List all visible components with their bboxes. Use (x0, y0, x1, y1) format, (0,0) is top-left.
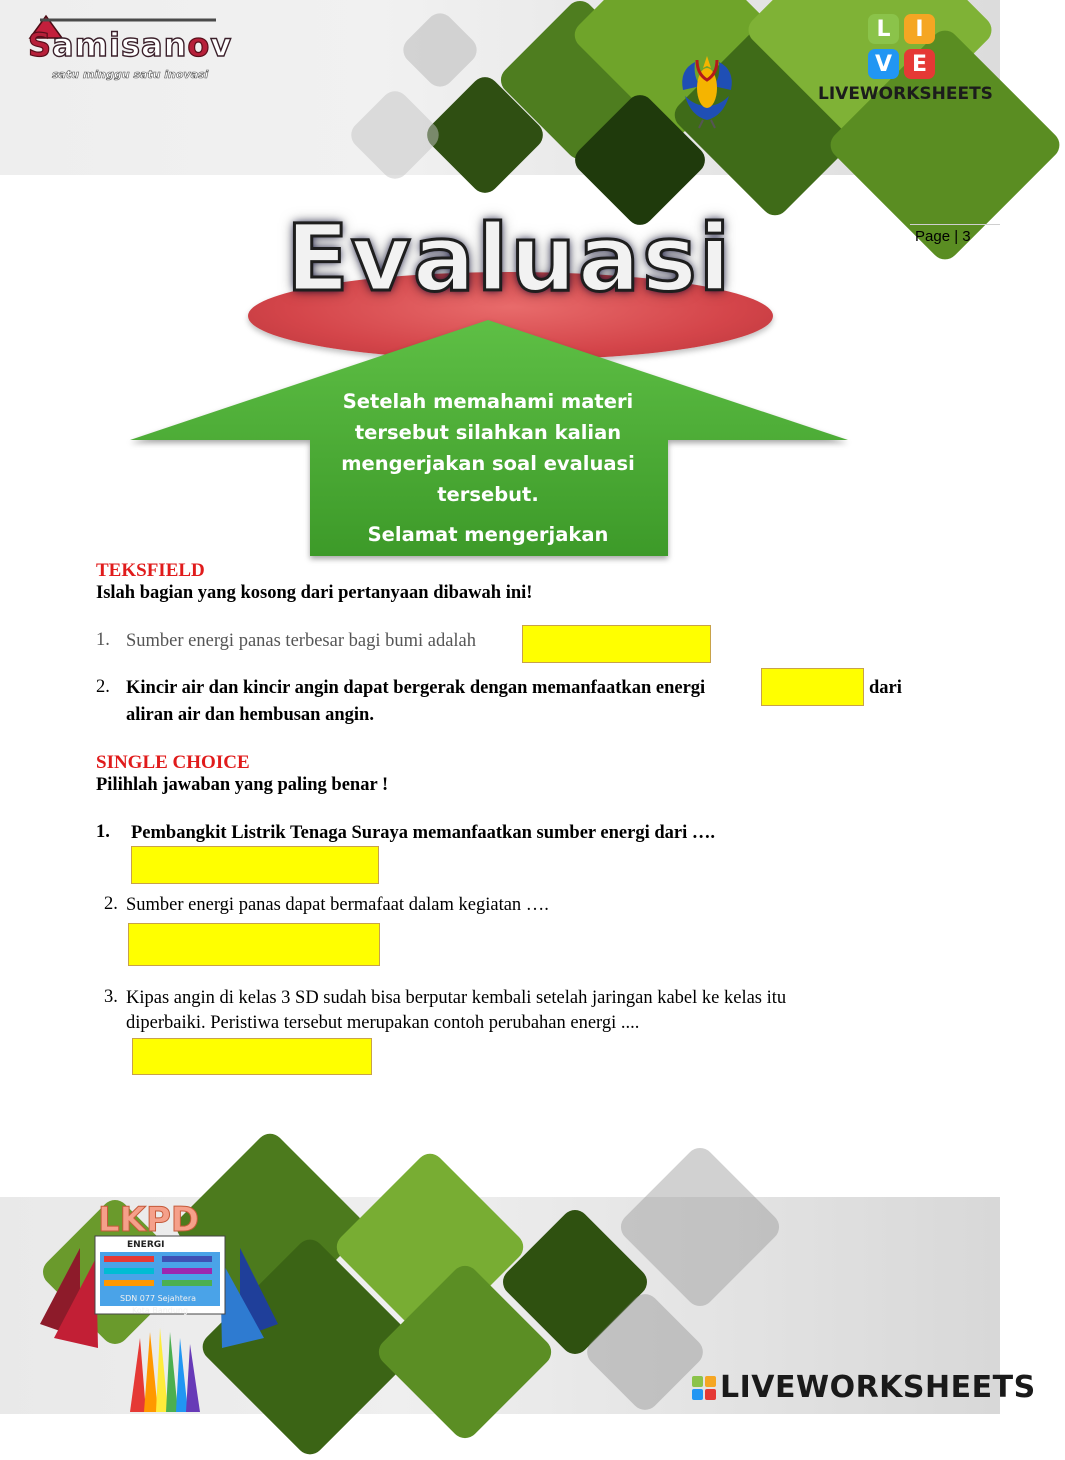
teksfield-instruction: Islah bagian yang kosong dari pertanyaan dibawah ini! (96, 583, 533, 603)
arrow-greeting: Selamat mengerjakan (367, 523, 609, 546)
single-choice-question-3: Kipas angin di kelas 3 SD sudah bisa berputar kembali setelah jaringan kabel ke kelas itu (126, 988, 787, 1008)
instruction-line: tersebut. (437, 483, 539, 506)
question-number: 1. (96, 822, 110, 842)
arrow-instruction (330, 386, 646, 510)
liveworksheets-footer-brand: LIVEWORKSHEETS (720, 1370, 1036, 1405)
lw-tile-l: L (868, 14, 899, 44)
single-choice-question-1: Pembangkit Listrik Tenaga Suraya memanfaatkan sumber energi dari …. (131, 823, 715, 843)
education-emblem-icon (675, 50, 739, 130)
lw-tile-e: E (904, 49, 935, 79)
page-number: Page | 3 (915, 228, 971, 245)
mini-tile (692, 1389, 703, 1400)
single-choice-title: SINGLE CHOICE (96, 752, 250, 773)
school-city: Kota Bandung (132, 1306, 189, 1315)
teksfield-question-2-line2: aliran air dan hembusan angin. (126, 705, 374, 725)
teksfield-question-1: Sumber energi panas terbesar bagi bumi adalah (126, 631, 477, 651)
single-choice-question-3-line2: diperbaiki. Peristiwa tersebut merupakan contoh perubahan energi .... (126, 1013, 640, 1033)
samisanov-logo: Samisanov (28, 26, 233, 64)
lw-tile-v: V (868, 49, 899, 79)
mini-tile (692, 1376, 703, 1387)
lkpd-book-icon (40, 1228, 280, 1412)
page-number-rule (910, 224, 1000, 225)
teksfield-title: TEKSFIELD (96, 560, 205, 581)
instruction-line: tersebut silahkan kalian (354, 421, 622, 444)
lkpd-title: LKPD (98, 1200, 200, 1240)
mini-tile (705, 1376, 716, 1387)
decor-square (346, 86, 445, 185)
teksfield-answer-2[interactable] (761, 668, 864, 706)
single-choice-answer-3[interactable] (132, 1038, 372, 1075)
book-title: ENERGI (127, 1240, 165, 1250)
single-choice-question-2: Sumber energi panas dapat bermafaat dalam kegiatan …. (126, 895, 549, 915)
question-number: 2. (96, 677, 110, 697)
single-choice-answer-1[interactable] (131, 846, 379, 884)
decor-square (398, 8, 483, 93)
teksfield-answer-1[interactable] (522, 625, 711, 663)
liveworksheets-brand: LIVEWORKSHEETS (818, 84, 993, 104)
lw-tile-i: I (904, 14, 935, 44)
instruction-line: Setelah memahami materi (342, 390, 634, 413)
teksfield-question-2-after: dari (869, 678, 902, 698)
question-number: 1. (96, 630, 110, 650)
single-choice-answer-2[interactable] (128, 923, 380, 966)
evaluasi-title: Evaluasi (286, 205, 733, 312)
logo-tagline: satu minggu satu inovasi (52, 68, 209, 81)
mini-tile (705, 1389, 716, 1400)
teksfield-question-2: Kincir air dan kincir angin dapat bergerak dengan memanfaatkan energi (126, 678, 706, 698)
liveworksheets-mini-tiles (692, 1376, 716, 1400)
school-name: SDN 077 Sejahtera (120, 1294, 197, 1303)
single-choice-instruction: Pilihlah jawaban yang paling benar ! (96, 775, 389, 795)
question-number: 2. (104, 894, 118, 914)
instruction-line: mengerjakan soal evaluasi (341, 452, 635, 475)
question-number: 3. (104, 987, 118, 1007)
liveworksheets-tiles (868, 14, 936, 80)
header-banner (0, 0, 1000, 175)
